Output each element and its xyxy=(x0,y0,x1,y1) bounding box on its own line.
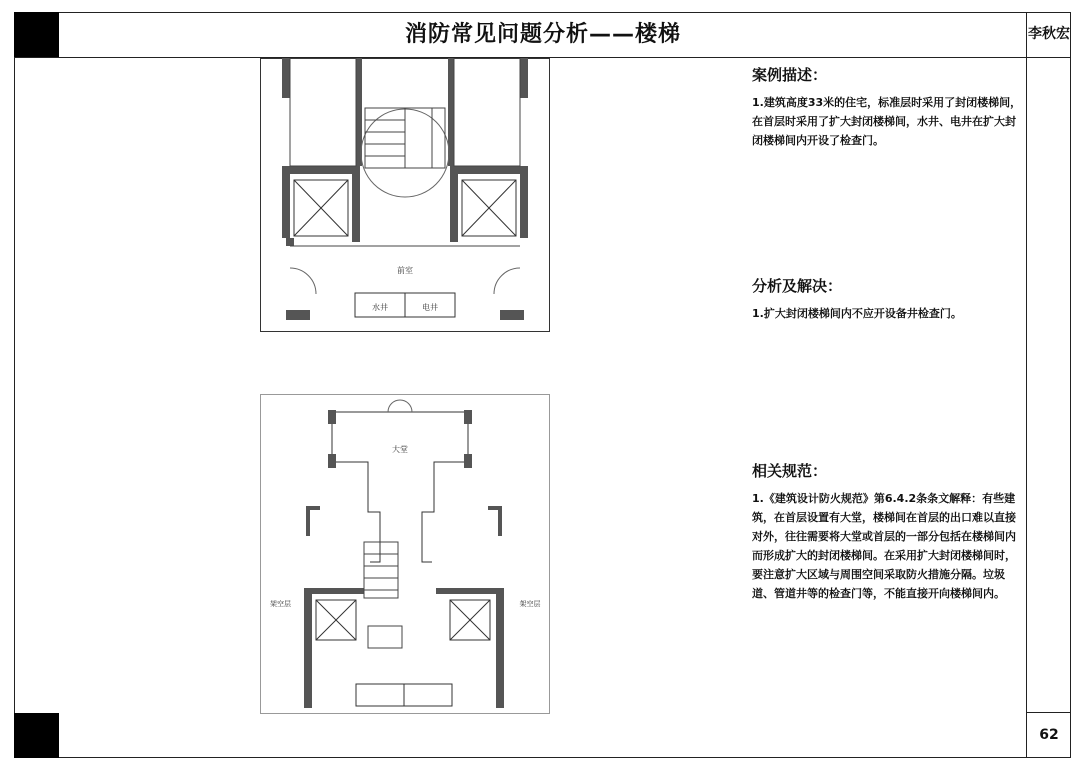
standard-plan-electric-shaft-label: 电井 xyxy=(422,303,438,312)
author-name: 李秋宏 xyxy=(1028,26,1070,42)
case-description-section xyxy=(752,64,1024,150)
analysis-body: 1.扩大封闭楼梯间内不应开设备井检查门。 xyxy=(752,307,962,320)
ground-plan-left-label: 架空层 xyxy=(270,600,291,608)
page-number: 62 xyxy=(1039,727,1059,743)
case-description-body: 1.建筑高度33米的住宅，标准层时采用了封闭楼梯间，在首层时采用了扩大封闭楼梯间，水井、电井在扩大封闭楼梯间内开设了检查门。 xyxy=(752,96,1022,147)
case-description-heading: 案例描述： xyxy=(752,66,828,84)
standard-plan-room-label: 前室 xyxy=(397,266,413,275)
ground-plan-lobby-label: 大堂 xyxy=(392,445,408,454)
standard-floor-plan xyxy=(260,58,550,332)
related-code-heading: 相关规范： xyxy=(752,462,828,480)
side-column-header-divider xyxy=(1026,57,1071,58)
ground-plan-right-label: 架空层 xyxy=(519,600,541,608)
corner-block-top xyxy=(14,12,59,57)
ground-floor-plan xyxy=(260,394,550,714)
corner-block-bottom xyxy=(14,713,59,758)
side-column-divider xyxy=(1026,12,1027,758)
analysis-section xyxy=(752,275,1024,323)
related-code-section xyxy=(752,460,1024,603)
page-title: 消防常见问题分析——楼梯 xyxy=(404,22,681,47)
standard-plan-water-shaft-label: 水井 xyxy=(372,303,388,312)
related-code-body: 1.《建筑设计防火规范》第6.4.2条条文解释：有些建筑，在首层设置有大堂，楼梯间在首层的出口难以直接对外，往往需要将大堂或首层的一部分包括在楼梯间内而形成扩大的封闭楼梯间。在采用扩大封闭楼梯间时，要注意扩大区域与周围空间采取防火措施分隔。垃圾道、管道井等的检查门等，不能直接开向楼梯间内。 xyxy=(752,492,1016,600)
analysis-heading: 分析及解决： xyxy=(752,277,843,295)
